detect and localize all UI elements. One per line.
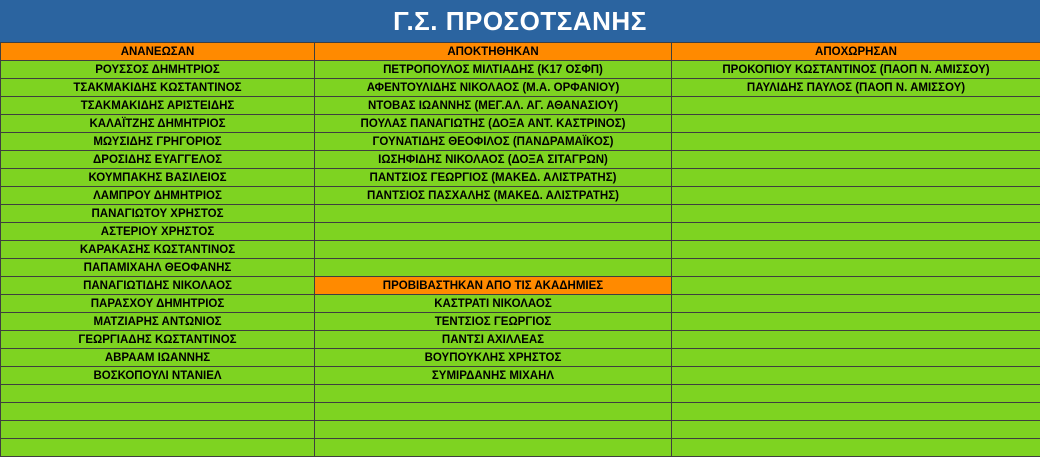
table-row	[1, 421, 1040, 439]
table-row	[1, 115, 1040, 133]
renewed-cell	[1, 403, 315, 421]
table-row	[1, 331, 1040, 349]
acquired-cell	[315, 421, 672, 439]
header-renewed: ΑΝΑΝΕΩΣΑΝ	[1, 43, 315, 61]
acquired-cell	[315, 241, 672, 259]
table-row	[1, 349, 1040, 367]
table-row	[1, 205, 1040, 223]
departed-cell	[672, 241, 1040, 259]
table-row	[1, 97, 1040, 115]
acquired-cell	[315, 205, 672, 223]
table-row	[1, 385, 1040, 403]
renewed-cell: ΠΑΡΑΣΧΟΥ ΔΗΜΗΤΡΙΟΣ	[1, 295, 315, 313]
departed-cell	[672, 439, 1040, 457]
renewed-cell: ΠΑΠΑΜΙΧΑΗΛ ΘΕΟΦΑΝΗΣ	[1, 259, 315, 277]
renewed-cell: ΤΣΑΚΜΑΚΙΔΗΣ ΑΡΙΣΤΕΙΔΗΣ	[1, 97, 315, 115]
departed-cell: ΠΡΟΚΟΠΙΟΥ ΚΩΣΤΑΝΤΙΝΟΣ (ΠΑΟΠ Ν. ΑΜΙΣΣΟΥ)	[672, 61, 1040, 79]
departed-cell	[672, 385, 1040, 403]
renewed-cell: ΠΑΝΑΓΙΩΤΟΥ ΧΡΗΣΤΟΣ	[1, 205, 315, 223]
acquired-cell: ΠΑΝΤΣΙ ΑΧΙΛΛΕΑΣ	[315, 331, 672, 349]
renewed-cell: ΑΒΡΑΑΜ ΙΩΑΝΝΗΣ	[1, 349, 315, 367]
renewed-cell: ΤΣΑΚΜΑΚΙΔΗΣ ΚΩΣΤΑΝΤΙΝΟΣ	[1, 79, 315, 97]
departed-cell	[672, 403, 1040, 421]
renewed-cell: ΜΑΤΖΙΑΡΗΣ ΑΝΤΩΝΙΟΣ	[1, 313, 315, 331]
acquired-cell: ΤΕΝΤΣΙΟΣ ΓΕΩΡΓΙΟΣ	[315, 313, 672, 331]
departed-cell	[672, 367, 1040, 385]
acquired-cell: ΠΕΤΡΟΠΟΥΛΟΣ ΜΙΛΤΙΑΔΗΣ (Κ17 ΟΣΦΠ)	[315, 61, 672, 79]
departed-cell	[672, 313, 1040, 331]
renewed-cell	[1, 385, 315, 403]
departed-cell	[672, 205, 1040, 223]
table-body	[1, 43, 1040, 457]
table-row	[1, 277, 1040, 295]
table-row	[1, 403, 1040, 421]
departed-cell	[672, 223, 1040, 241]
header-departed: ΑΠΟΧΩΡΗΣΑΝ	[672, 43, 1040, 61]
renewed-cell: ΓΕΩΡΓΙΑΔΗΣ ΚΩΣΤΑΝΤΙΝΟΣ	[1, 331, 315, 349]
table-row	[1, 151, 1040, 169]
acquired-cell	[315, 385, 672, 403]
table-row	[1, 61, 1040, 79]
renewed-cell: ΑΣΤΕΡΙΟΥ ΧΡΗΣΤΟΣ	[1, 223, 315, 241]
departed-cell	[672, 277, 1040, 295]
departed-cell: ΠΑΥΛΙΔΗΣ ΠΑΥΛΟΣ (ΠΑΟΠ Ν. ΑΜΙΣΣΟΥ)	[672, 79, 1040, 97]
acquired-cell: ΓΟΥΝΑΤΙΔΗΣ ΘΕΟΦΙΛΟΣ (ΠΑΝΔΡΑΜΑΪΚΟΣ)	[315, 133, 672, 151]
table-row	[1, 313, 1040, 331]
acquired-cell: ΑΦΕΝΤΟΥΛΙΔΗΣ ΝΙΚΟΛΑΟΣ (Μ.Α. ΟΡΦΑΝΙΟΥ)	[315, 79, 672, 97]
departed-cell	[672, 97, 1040, 115]
renewed-cell: ΔΡΟΣΙΔΗΣ ΕΥΑΓΓΕΛΟΣ	[1, 151, 315, 169]
renewed-cell: ΜΩΥΣΙΔΗΣ ΓΡΗΓΟΡΙΟΣ	[1, 133, 315, 151]
section-header-academies: ΠΡΟΒΙΒΑΣΤΗΚΑΝ ΑΠΟ ΤΙΣ ΑΚΑΔΗΜΙΕΣ	[315, 277, 672, 295]
header-row	[1, 43, 1040, 61]
acquired-cell: ΠΟΥΛΑΣ ΠΑΝΑΓΙΩΤΗΣ (ΔΟΞΑ ΑΝΤ. ΚΑΣΤΡΙΝΟΣ)	[315, 115, 672, 133]
departed-cell	[672, 295, 1040, 313]
table-row	[1, 241, 1040, 259]
table-row	[1, 295, 1040, 313]
departed-cell	[672, 151, 1040, 169]
acquired-cell: ΝΤΟΒΑΣ ΙΩΑΝΝΗΣ (ΜΕΓ.ΑΛ. ΑΓ. ΑΘΑΝΑΣΙΟΥ)	[315, 97, 672, 115]
table-row	[1, 133, 1040, 151]
departed-cell	[672, 259, 1040, 277]
acquired-cell	[315, 403, 672, 421]
sheet-title: Γ.Σ. ΠΡΟΣΟΤΣΑΝΗΣ	[0, 0, 1040, 42]
acquired-cell	[315, 439, 672, 457]
acquired-cell: ΒΟΥΠΟΥΚΛΗΣ ΧΡΗΣΤΟΣ	[315, 349, 672, 367]
table-row	[1, 187, 1040, 205]
table-row	[1, 169, 1040, 187]
departed-cell	[672, 331, 1040, 349]
renewed-cell: ΒΟΣΚΟΠΟΥΛΙ ΝΤΑΝΙΕΛ	[1, 367, 315, 385]
table-row	[1, 223, 1040, 241]
departed-cell	[672, 349, 1040, 367]
table-row	[1, 439, 1040, 457]
renewed-cell	[1, 421, 315, 439]
table-row	[1, 259, 1040, 277]
renewed-cell: ΡΟΥΣΣΟΣ ΔΗΜΗΤΡΙΟΣ	[1, 61, 315, 79]
departed-cell	[672, 169, 1040, 187]
acquired-cell	[315, 223, 672, 241]
acquired-cell	[315, 259, 672, 277]
renewed-cell: ΚΟΥΜΠΑΚΗΣ ΒΑΣΙΛΕΙΟΣ	[1, 169, 315, 187]
header-acquired: ΑΠΟΚΤΗΘΗΚΑΝ	[315, 43, 672, 61]
departed-cell	[672, 133, 1040, 151]
departed-cell	[672, 421, 1040, 439]
transfers-table	[0, 42, 1040, 457]
acquired-cell: ΠΑΝΤΣΙΟΣ ΠΑΣΧΑΛΗΣ (ΜΑΚΕΔ. ΑΛΙΣΤΡΑΤΗΣ)	[315, 187, 672, 205]
acquired-cell: ΣΥΜΙΡΔΑΝΗΣ ΜΙΧΑΗΛ	[315, 367, 672, 385]
renewed-cell	[1, 439, 315, 457]
renewed-cell: ΚΑΛΑΪΤΖΗΣ ΔΗΜΗΤΡΙΟΣ	[1, 115, 315, 133]
acquired-cell: ΚΑΣΤΡΑΤΙ ΝΙΚΟΛΑΟΣ	[315, 295, 672, 313]
renewed-cell: ΠΑΝΑΓΙΩΤΙΔΗΣ ΝΙΚΟΛΑΟΣ	[1, 277, 315, 295]
departed-cell	[672, 115, 1040, 133]
table-row	[1, 79, 1040, 97]
renewed-cell: ΛΑΜΠΡΟΥ ΔΗΜΗΤΡΙΟΣ	[1, 187, 315, 205]
acquired-cell: ΠΑΝΤΣΙΟΣ ΓΕΩΡΓΙΟΣ (ΜΑΚΕΔ. ΑΛΙΣΤΡΑΤΗΣ)	[315, 169, 672, 187]
departed-cell	[672, 187, 1040, 205]
table-row	[1, 367, 1040, 385]
acquired-cell: ΙΩΣΗΦΙΔΗΣ ΝΙΚΟΛΑΟΣ (ΔΟΞΑ ΣΙΤΑΓΡΩΝ)	[315, 151, 672, 169]
renewed-cell: ΚΑΡΑΚΑΣΗΣ ΚΩΣΤΑΝΤΙΝΟΣ	[1, 241, 315, 259]
